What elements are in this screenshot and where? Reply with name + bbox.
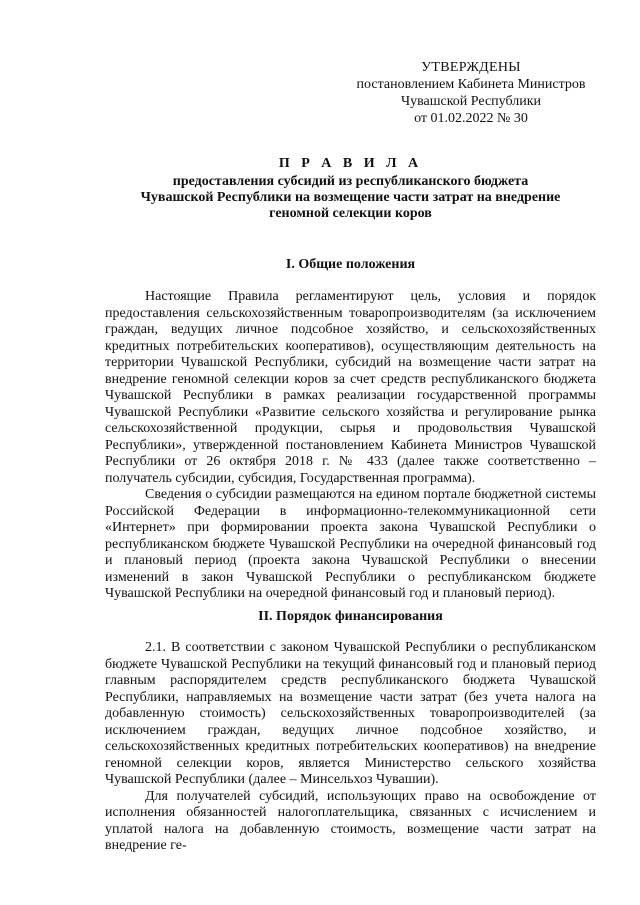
approval-stamp [351,59,591,127]
section-heading-financing: II. Порядок финансирования [258,609,443,624]
section-body-financing [105,640,596,855]
paragraph: 2.1. В соответствии с законом Чувашской Республики о республиканском бюджете Чувашской Республики на текущий финансовый год и плановый период главным распорядителем средств республиканского бюджета Чувашской Республики, направляемых на возмещение части затрат (без учета налога на добавленную стоимость) сельскохозяйственных товаропроизводителей (за исключением граждан, ведущих личное подсобное хозяйство, и сельскохозяйственных кредитных потребительских кооперативов) на внедрение геномной селекции коров, является Министерство сельского хозяйства Чувашской Республики (далее – Минсельхоз Чувашии). [105,640,596,787]
paragraph: Сведения о субсидии размещаются на едином портале бюджетной системы Российской Федерации в информационно-телекоммуникационной сети «Интернет» при формировании проекта закона Чувашской Республики о республиканском бюджете Чувашской Республики на очередной финансовый год и плановый период (проекта закона Чувашской Республики о внесении изменений в закон Чувашской Республики о республиканском бюджете Чувашской Республики на очередной финансовый год и плановый период). [105,487,596,601]
approval-heading: УТВЕРЖДЕНЫ [421,60,521,75]
approval-line: Чувашской Республики [400,94,542,109]
title-line: геномной селекции коров [269,206,432,221]
title-line: предоставления субсидий из республиканского бюджета [172,174,529,189]
title-line: Чувашской Республики на возмещение части затрат на внедрение [140,190,561,205]
paragraph: Настоящие Правила регламентируют цель, условия и порядок предоставления сельскохозяйственным товаропроизводителям (за исключением граждан, ведущих личное подсобное хозяйство, и сельскохозяйственных кредитных потребительских кооперативов), осуществляющим деятельность на территории Чувашской Республики, субсидий на возмещение части затрат на внедрение геномной селекции коров за счет средств республиканского бюджета Чувашской Республики в рамках реализации государственной программы Чувашской Республики «Развитие сельского хозяйства и регулирование рынка сельскохозяйственной продукции, сырья и продовольствия Чувашской Республики», утвержденной постановлением Кабинета Министров Чувашской Республики от 26 октября 2018 г. № 433 (далее также соответственно – получатель субсидии, субсидия, Государственная программа). [105,289,596,486]
approval-line: постановлением Кабинета Министров [356,77,586,92]
title-word: П Р А В И Л А [278,156,423,171]
section-body-general [105,289,596,603]
paragraph: Для получателей субсидий, использующих право на освобождение от исполнения обязанностей налогоплательщика, связанных с исчислением и уплатой налога на добавленную стоимость, возмещение части затрат на внедрение ге- [105,788,596,853]
section-heading-general: I. Общие положения [285,257,416,272]
approval-date-number: от 01.02.2022 № 30 [414,111,528,126]
document-title [105,156,596,222]
